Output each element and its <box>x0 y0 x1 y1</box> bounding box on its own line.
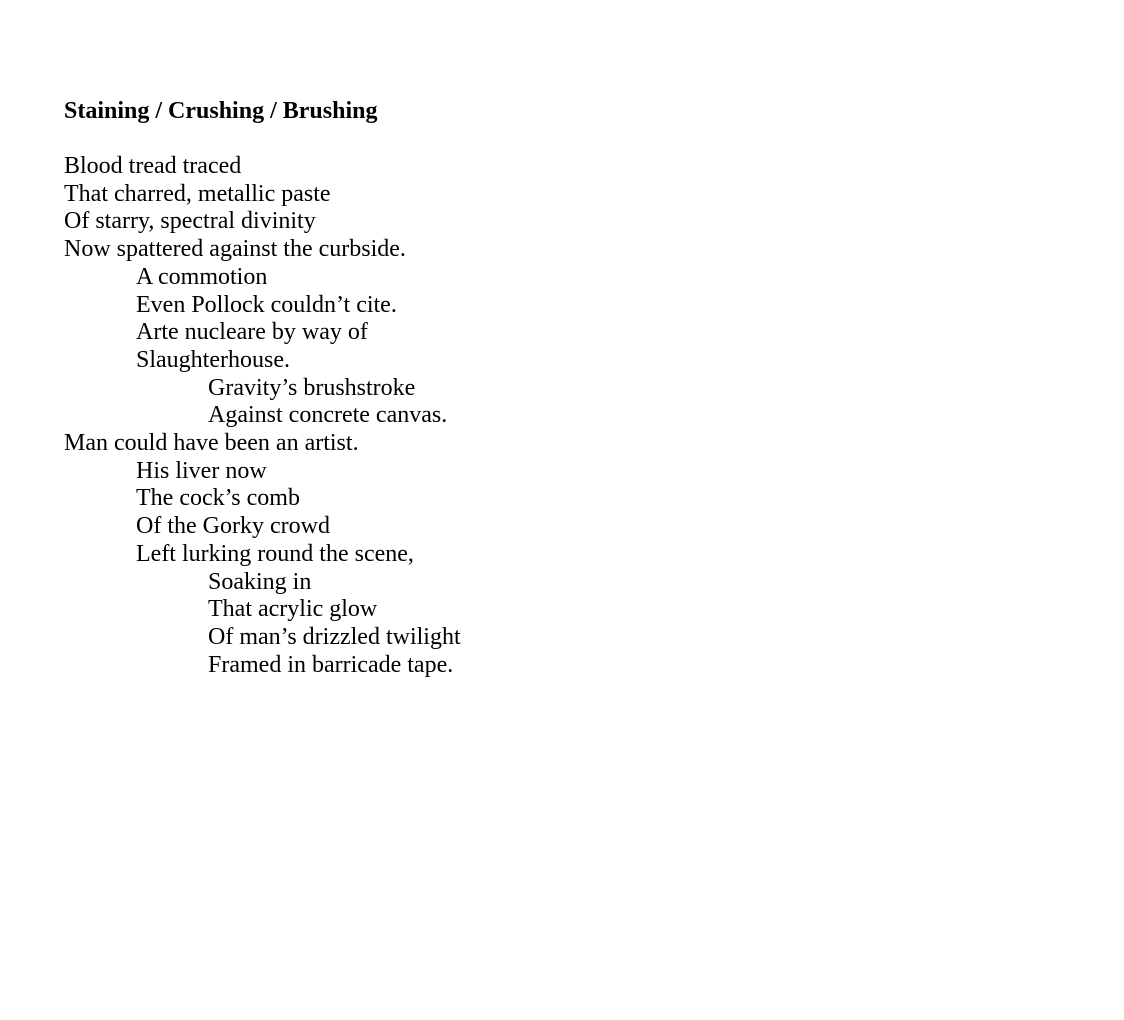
poem-line: His liver now <box>136 457 267 484</box>
poem-line: Slaughterhouse. <box>136 346 290 373</box>
poem-line: Left lurking round the scene, <box>136 540 414 567</box>
poem-line: Against concrete canvas. <box>208 402 448 429</box>
poem-body <box>64 153 1064 679</box>
poem-line: Of starry, spectral divinity <box>64 208 316 235</box>
poem-line: Of the Gorky crowd <box>136 513 330 540</box>
poem-line: A commotion <box>136 263 268 290</box>
poem-line: That charred, metallic paste <box>64 180 331 207</box>
document-page <box>64 96 1064 679</box>
poem-line: Arte nucleare by way of <box>136 319 368 346</box>
poem-line: Soaking in <box>208 568 312 595</box>
poem-line: The cock’s comb <box>136 485 300 512</box>
poem-line: That acrylic glow <box>208 596 378 623</box>
poem-line: Blood tread traced <box>64 153 242 179</box>
poem-line: Man could have been an artist. <box>64 430 359 457</box>
poem-line: Even Pollock couldn’t cite. <box>136 291 397 318</box>
poem-title: Staining / Crushing / Brushing <box>64 98 378 124</box>
poem-line: Of man’s drizzled twilight <box>208 623 461 650</box>
poem-line: Framed in barricade tape. <box>208 651 454 678</box>
poem-line: Now spattered against the curbside. <box>64 236 406 263</box>
poem-line: Gravity’s brushstroke <box>208 374 416 401</box>
